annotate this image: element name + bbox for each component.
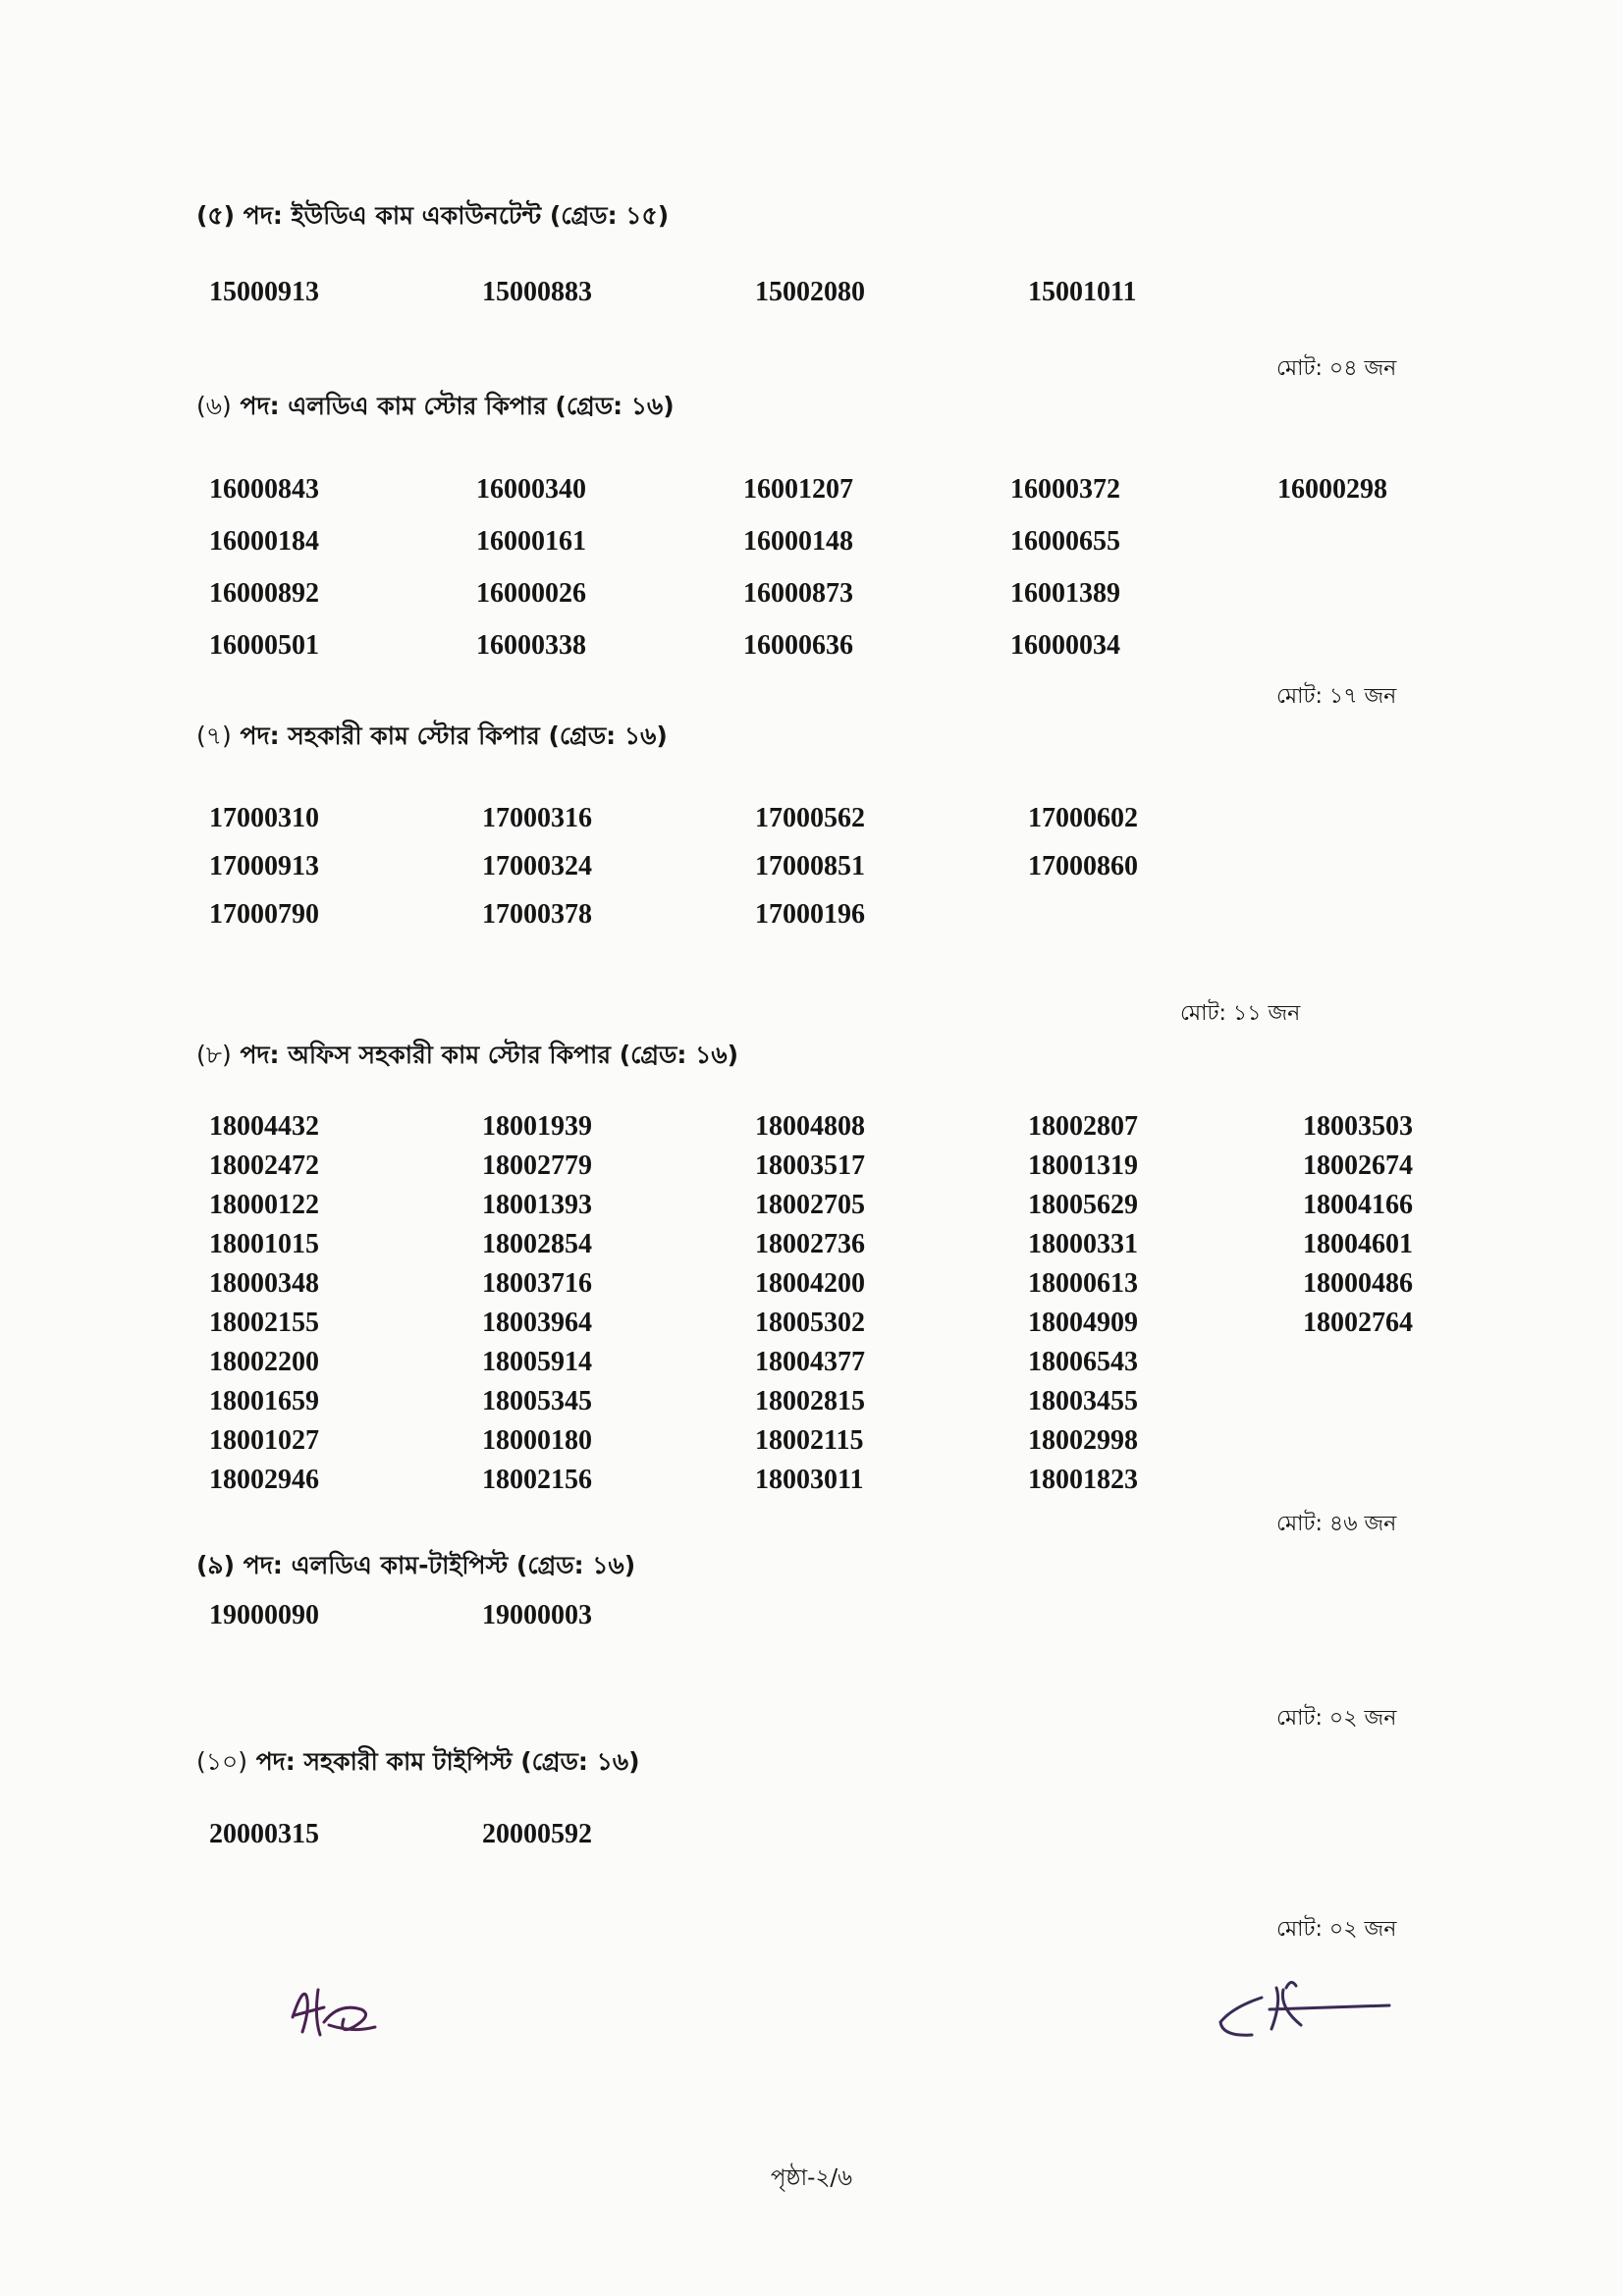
id-cell: 18004432 bbox=[209, 1111, 319, 1142]
empty-cell bbox=[1301, 1819, 1497, 1849]
empty-cell bbox=[1277, 526, 1474, 557]
id-cell: 17000196 bbox=[755, 899, 865, 930]
section-total: মোট: ০৪ জন bbox=[1276, 356, 1397, 381]
id-cell: 18000486 bbox=[1303, 1268, 1413, 1299]
id-cell: 18002854 bbox=[482, 1229, 592, 1259]
section-total: মোট: ০২ জন bbox=[1276, 1706, 1397, 1731]
section-title: পদ: এলডিএ কাম স্টোর কিপার (গ্রেড: ১৬) bbox=[240, 392, 675, 420]
id-grid bbox=[209, 277, 1497, 307]
id-cell: 18005914 bbox=[482, 1347, 592, 1377]
id-cell: 18002779 bbox=[482, 1150, 592, 1181]
section-heading bbox=[196, 717, 668, 759]
section-number: (৮) bbox=[196, 1041, 232, 1069]
id-grid bbox=[209, 1600, 1497, 1630]
id-cell: 18004909 bbox=[1028, 1308, 1138, 1338]
empty-cell bbox=[1301, 851, 1497, 881]
id-cell: 17000310 bbox=[209, 803, 319, 833]
section-number: (৫) bbox=[196, 201, 236, 230]
section-number: (৬) bbox=[196, 392, 232, 420]
id-cell: 18002946 bbox=[209, 1465, 319, 1495]
section-heading bbox=[196, 1546, 635, 1588]
id-cell: 18000122 bbox=[209, 1190, 319, 1220]
id-cell: 18002156 bbox=[482, 1465, 592, 1495]
id-cell: 18002200 bbox=[209, 1347, 319, 1377]
empty-cell bbox=[1303, 1386, 1499, 1416]
id-cell: 18005629 bbox=[1028, 1190, 1138, 1220]
id-cell: 17000913 bbox=[209, 851, 319, 881]
empty-cell bbox=[1028, 899, 1301, 930]
id-cell: 16000636 bbox=[743, 630, 853, 661]
section-heading bbox=[196, 387, 675, 429]
id-cell: 18003011 bbox=[755, 1465, 864, 1495]
section-number: (৭) bbox=[196, 721, 232, 750]
id-cell: 15001011 bbox=[1028, 277, 1137, 307]
id-cell: 18003503 bbox=[1303, 1111, 1413, 1142]
section-heading bbox=[196, 196, 669, 239]
id-cell: 16001207 bbox=[743, 474, 853, 505]
id-cell: 18004200 bbox=[755, 1268, 865, 1299]
id-cell: 15000913 bbox=[209, 277, 319, 307]
id-cell: 18001823 bbox=[1028, 1465, 1138, 1495]
id-cell: 17000790 bbox=[209, 899, 319, 930]
id-cell: 15002080 bbox=[755, 277, 865, 307]
empty-cell bbox=[1301, 803, 1497, 833]
empty-cell bbox=[1277, 578, 1474, 609]
id-cell: 20000315 bbox=[209, 1819, 319, 1849]
id-cell: 18000348 bbox=[209, 1268, 319, 1299]
id-grid bbox=[209, 803, 1497, 930]
id-cell: 18002736 bbox=[755, 1229, 865, 1259]
id-cell: 18002155 bbox=[209, 1308, 319, 1338]
id-cell: 19000003 bbox=[482, 1600, 592, 1630]
id-cell: 16000184 bbox=[209, 526, 319, 557]
id-cell: 18002807 bbox=[1028, 1111, 1138, 1142]
id-cell: 18002705 bbox=[755, 1190, 865, 1220]
empty-cell bbox=[1028, 1819, 1301, 1849]
empty-cell bbox=[1301, 1600, 1497, 1630]
id-cell: 16000372 bbox=[1010, 474, 1120, 505]
empty-cell bbox=[1277, 630, 1474, 661]
id-cell: 16000034 bbox=[1010, 630, 1120, 661]
id-cell: 16000501 bbox=[209, 630, 319, 661]
id-cell: 15000883 bbox=[482, 277, 592, 307]
id-cell: 18000613 bbox=[1028, 1268, 1138, 1299]
id-cell: 16000161 bbox=[476, 526, 586, 557]
id-grid bbox=[209, 1111, 1499, 1495]
id-cell: 16000873 bbox=[743, 578, 853, 609]
id-cell: 18006543 bbox=[1028, 1347, 1138, 1377]
id-cell: 17000562 bbox=[755, 803, 865, 833]
empty-cell bbox=[755, 1600, 1028, 1630]
id-cell: 18000331 bbox=[1028, 1229, 1138, 1259]
id-cell: 16000655 bbox=[1010, 526, 1120, 557]
id-grid bbox=[209, 474, 1474, 661]
empty-cell bbox=[1303, 1347, 1499, 1377]
id-cell: 18002472 bbox=[209, 1150, 319, 1181]
id-cell: 18003716 bbox=[482, 1268, 592, 1299]
section-title: পদ: অফিস সহকারী কাম স্টোর কিপার (গ্রেড: ১৬) bbox=[240, 1041, 739, 1069]
id-cell: 18002115 bbox=[755, 1425, 864, 1456]
id-cell: 18003964 bbox=[482, 1308, 592, 1338]
id-cell: 18001015 bbox=[209, 1229, 319, 1259]
id-cell: 18001027 bbox=[209, 1425, 319, 1456]
section-total: মোট: ১৭ জন bbox=[1276, 684, 1397, 709]
section-total: মোট: ০২ জন bbox=[1276, 1917, 1397, 1942]
id-cell: 18002674 bbox=[1303, 1150, 1413, 1181]
id-cell: 18003517 bbox=[755, 1150, 865, 1181]
id-cell: 20000592 bbox=[482, 1819, 592, 1849]
id-cell: 18001319 bbox=[1028, 1150, 1138, 1181]
id-cell: 18005345 bbox=[482, 1386, 592, 1416]
id-cell: 18005302 bbox=[755, 1308, 865, 1338]
id-cell: 18002815 bbox=[755, 1386, 865, 1416]
id-cell: 16000298 bbox=[1277, 474, 1387, 505]
id-cell: 18004601 bbox=[1303, 1229, 1413, 1259]
id-cell: 18000180 bbox=[482, 1425, 592, 1456]
id-cell: 19000090 bbox=[209, 1600, 319, 1630]
section-heading bbox=[196, 1742, 640, 1785]
id-cell: 18002764 bbox=[1303, 1308, 1413, 1338]
empty-cell bbox=[1028, 1600, 1301, 1630]
section-number: (৯) bbox=[196, 1551, 236, 1579]
id-cell: 17000324 bbox=[482, 851, 592, 881]
section-heading bbox=[196, 1036, 738, 1078]
id-cell: 16000338 bbox=[476, 630, 586, 661]
id-cell: 16001389 bbox=[1010, 578, 1120, 609]
id-cell: 18001659 bbox=[209, 1386, 319, 1416]
id-grid bbox=[209, 1819, 1497, 1849]
id-cell: 16000892 bbox=[209, 578, 319, 609]
empty-cell bbox=[1301, 899, 1497, 930]
empty-cell bbox=[755, 1819, 1028, 1849]
signature-left bbox=[285, 1978, 393, 2047]
section-title: পদ: সহকারী কাম স্টোর কিপার (গ্রেড: ১৬) bbox=[240, 721, 668, 750]
id-cell: 17000851 bbox=[755, 851, 865, 881]
id-cell: 18003455 bbox=[1028, 1386, 1138, 1416]
id-cell: 16000843 bbox=[209, 474, 319, 505]
id-cell: 18004808 bbox=[755, 1111, 865, 1142]
page-number: পৃষ্ঠা-২/৬ bbox=[770, 2165, 853, 2191]
id-cell: 17000378 bbox=[482, 899, 592, 930]
id-cell: 17000602 bbox=[1028, 803, 1138, 833]
section-total: মোট: ৪৬ জন bbox=[1276, 1512, 1397, 1536]
section-title: পদ: ইউডিএ কাম একাউনটেন্ট (গ্রেড: ১৫) bbox=[243, 201, 670, 230]
id-cell: 18001939 bbox=[482, 1111, 592, 1142]
section-number: (১০) bbox=[196, 1747, 247, 1776]
section-title: পদ: সহকারী কাম টাইপিস্ট (গ্রেড: ১৬) bbox=[255, 1747, 640, 1776]
id-cell: 18002998 bbox=[1028, 1425, 1138, 1456]
id-cell: 16000340 bbox=[476, 474, 586, 505]
signature-right bbox=[1213, 1968, 1399, 2042]
empty-cell bbox=[1303, 1465, 1499, 1495]
id-cell: 16000026 bbox=[476, 578, 586, 609]
id-cell: 18004377 bbox=[755, 1347, 865, 1377]
section-title: পদ: এলডিএ কাম-টাইপিস্ট (গ্রেড: ১৬) bbox=[243, 1551, 636, 1579]
id-cell: 16000148 bbox=[743, 526, 853, 557]
empty-cell bbox=[1303, 1425, 1499, 1456]
section-total: মোট: ১১ জন bbox=[1180, 1001, 1301, 1026]
id-cell: 17000860 bbox=[1028, 851, 1138, 881]
id-cell: 18001393 bbox=[482, 1190, 592, 1220]
id-cell: 17000316 bbox=[482, 803, 592, 833]
id-cell: 18004166 bbox=[1303, 1190, 1413, 1220]
